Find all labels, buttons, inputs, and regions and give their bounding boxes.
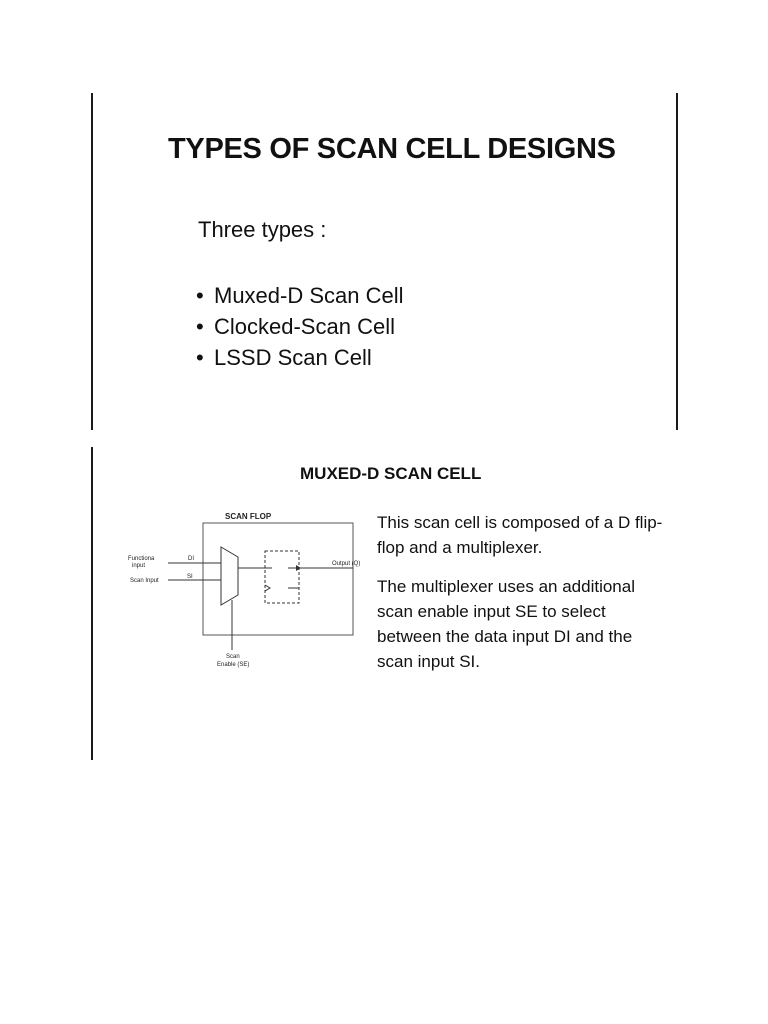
output-label: Output (Q) — [332, 561, 360, 567]
functional-input-label-2: input — [132, 563, 146, 569]
scan-flop-diagram — [120, 505, 360, 680]
scan-cell-types-list — [196, 280, 404, 373]
list-item: • Muxed-D Scan Cell — [196, 283, 404, 308]
functional-input-label: Functiona — [128, 556, 155, 562]
ff-clock-pin — [265, 585, 270, 591]
list-item: • Clocked-Scan Cell — [196, 314, 395, 339]
si-label: SI — [187, 574, 193, 580]
slide2-description — [377, 510, 667, 688]
slide2-title: MUXED-D SCAN CELL — [300, 464, 482, 483]
paragraph: This scan cell is composed of a D flip-flop and a multiplexer. — [377, 513, 663, 557]
slide1-right-border — [676, 93, 678, 430]
scan-enable-label: Scan — [226, 654, 240, 660]
d-flip-flop — [265, 551, 299, 603]
di-label: DI — [188, 556, 194, 562]
slide1-left-border — [91, 93, 93, 430]
list-item-label: Muxed-D Scan Cell — [214, 283, 404, 308]
slide2-left-border — [91, 447, 93, 760]
list-item: • LSSD Scan Cell — [196, 345, 372, 370]
paragraph: The multiplexer uses an additional scan enable input SE to select between the data input DI and the scan input SI. — [377, 577, 635, 671]
scan-input-label: Scan Input — [130, 578, 159, 584]
multiplexer — [221, 547, 238, 605]
output-arrow — [296, 565, 301, 571]
list-item-label: Clocked-Scan Cell — [214, 314, 395, 339]
list-item-label: LSSD Scan Cell — [214, 345, 372, 370]
diagram-title: SCAN FLOP — [225, 512, 272, 521]
slide1-intro: Three types : — [198, 217, 327, 242]
scan-enable-label-2: Enable (SE) — [217, 662, 250, 668]
slide1-title: TYPES OF SCAN CELL DESIGNS — [168, 133, 616, 165]
